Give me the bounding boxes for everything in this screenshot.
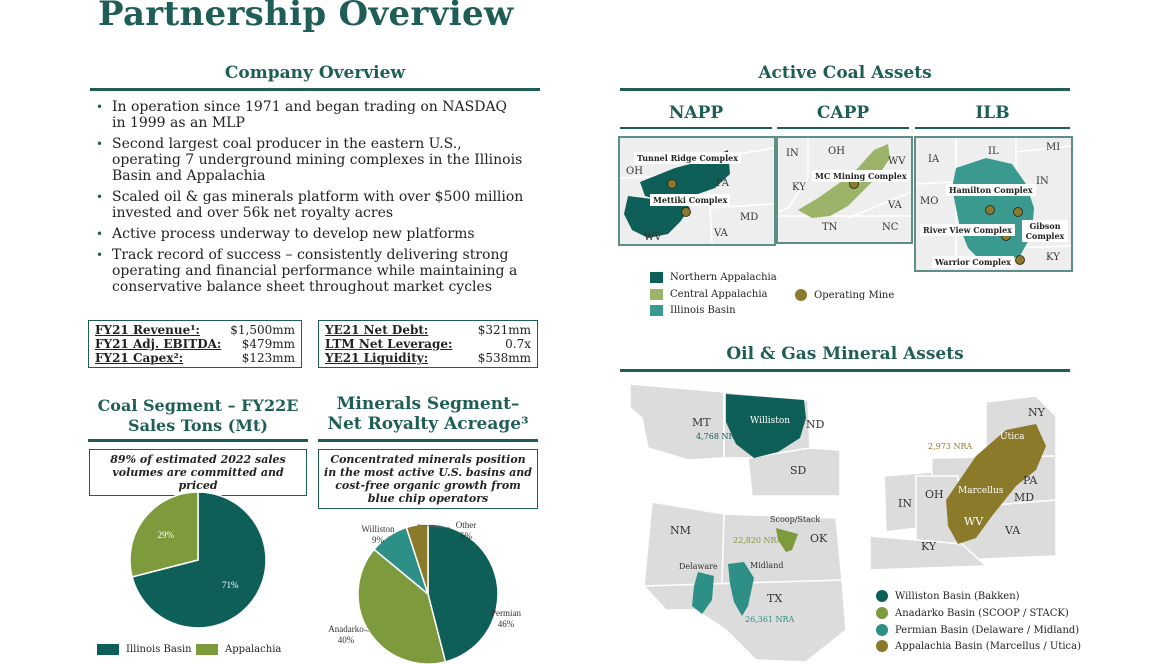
metrics-box-left xyxy=(88,320,302,368)
pie-label-williston: Williston 9% xyxy=(361,524,395,545)
state-label: VA xyxy=(714,228,728,239)
minerals-segment-heading xyxy=(318,394,538,434)
williston-nra: 4,768 NRA xyxy=(696,432,741,441)
napp-map xyxy=(618,136,776,246)
legend-label: Illinois Basin xyxy=(670,305,736,316)
legend-permian-basin xyxy=(876,624,1079,636)
coal-segment-heading-line1: Coal Segment – FY22E xyxy=(97,396,299,415)
legend-label: Operating Mine xyxy=(814,289,895,301)
metric-value: $1,500mm xyxy=(230,323,295,337)
legend-label: Appalachia xyxy=(225,644,282,655)
legend-dot xyxy=(876,590,888,602)
utica-label: Utica xyxy=(1000,432,1025,442)
mineral-assets-rule xyxy=(620,369,1070,372)
hamilton-mine-marker xyxy=(986,206,995,215)
legend-label: Illinois Basin xyxy=(126,644,192,655)
ilb-rule xyxy=(915,127,1070,129)
scoop-stack-label: Scoop/Stack xyxy=(770,515,821,524)
state-label: PA xyxy=(1023,474,1038,487)
gibson-mine-marker xyxy=(1014,208,1023,217)
metric-label: FY21 Adj. EBITDA: xyxy=(95,337,222,351)
mettiki-mine-marker xyxy=(682,208,691,217)
legend-williston-basin xyxy=(876,590,1020,602)
minerals-segment-heading-line1: Minerals Segment– xyxy=(336,394,520,414)
napp-complex-tag: Mettiki Complex xyxy=(650,194,730,206)
ilb-complex-tag: Warrior Complex xyxy=(932,256,1014,268)
company-overview-rule xyxy=(90,88,540,91)
state-label: KY xyxy=(921,540,937,553)
state-label: WV xyxy=(644,232,662,243)
metric-value: $479mm xyxy=(241,337,295,351)
pie-label-illinois-basin: 71% xyxy=(221,580,239,591)
state-label: IN xyxy=(1036,176,1049,187)
state-label: IN xyxy=(898,497,912,510)
bullet-item: • Track record of success – consistently delivering strong operating and financial performance while maintaining a conservative balance sheet throughout market cycles xyxy=(94,247,524,295)
permian-nra: 26,361 NRA xyxy=(745,615,795,624)
appalachia-nra: 2,973 NRA xyxy=(928,442,973,451)
state-label: OK xyxy=(810,532,828,545)
ilb-complex-tag: River View Complex xyxy=(920,224,1015,236)
mineral-assets-heading: Oil & Gas Mineral Assets xyxy=(726,344,964,364)
ilb-map-shapes xyxy=(916,138,1071,270)
state-label: TN xyxy=(822,222,838,233)
coal-segment-rule xyxy=(88,439,308,442)
pie-label-anadarko: Anadarko 40% xyxy=(328,624,364,645)
state-label: OH xyxy=(626,166,643,177)
ilb-heading: ILB xyxy=(975,103,1010,123)
marcellus-label: Marcellus xyxy=(958,486,1004,496)
metric-label: LTM Net Leverage: xyxy=(325,337,453,351)
legend-anadarko-basin xyxy=(876,607,1069,619)
legend-appalachia-basin xyxy=(876,640,1081,652)
williston-basin-label: Williston xyxy=(750,416,791,426)
coal-assets-heading: Active Coal Assets xyxy=(758,63,932,83)
minerals-segment-rule xyxy=(318,439,538,442)
coal-legend-illinois xyxy=(97,644,192,655)
bullet-item: • Second largest coal producer in the eastern U.S., operating 7 underground mining complexes in the Illinois Basin and Appalachia xyxy=(94,136,524,184)
pie-label-permian: Permian 46% xyxy=(491,608,521,629)
coal-pie-chart xyxy=(120,490,280,630)
legend-label: Central Appalachia xyxy=(670,289,768,300)
state-label: KY xyxy=(792,182,806,193)
state-label: OH xyxy=(828,146,845,157)
state-label: NC xyxy=(882,222,899,233)
capp-complex-tag: MC Mining Complex xyxy=(812,170,910,182)
tunnel-ridge-mine-marker xyxy=(668,180,677,189)
capp-rule xyxy=(777,127,909,129)
coal-legend-appalachia xyxy=(196,644,281,655)
metric-label: YE21 Net Debt: xyxy=(325,323,429,337)
ilb-complex-tag: Hamilton Complex xyxy=(946,184,1036,196)
legend-swatch xyxy=(650,272,663,283)
state-label: SD xyxy=(790,464,807,477)
state-label: OH xyxy=(925,488,944,501)
ilb-complex-tag: Gibson Complex xyxy=(1022,220,1068,242)
state-label: IN xyxy=(786,148,799,159)
delaware-label: Delaware xyxy=(679,562,718,571)
legend-label: Northern Appalachia xyxy=(670,272,777,283)
coal-segment-note: 89% of estimated 2022 sales volumes are committed and priced xyxy=(89,449,307,496)
state-label: MD xyxy=(1014,491,1035,504)
metric-value: $123mm xyxy=(241,351,295,365)
state-label: NY xyxy=(1028,406,1045,419)
company-overview-bullets xyxy=(94,99,524,300)
metric-value: 0.7x xyxy=(505,337,531,351)
napp-rule xyxy=(620,127,772,129)
ilb-map xyxy=(914,136,1073,272)
metrics-box-right xyxy=(318,320,538,368)
state-label: MI xyxy=(1046,142,1061,153)
permian-anadarko-map xyxy=(636,500,851,662)
legend-illinois-basin xyxy=(650,305,736,316)
napp-heading: NAPP xyxy=(668,103,724,123)
minerals-segment-heading-line2: Net Royalty Acreage³ xyxy=(327,414,529,434)
legend-label: Anadarko Basin (SCOOP / STACK) xyxy=(895,607,1069,619)
state-label: MD xyxy=(740,212,759,223)
state-label: WV xyxy=(964,515,984,528)
state-label: TX xyxy=(767,592,783,605)
legend-dot xyxy=(876,607,888,619)
legend-northern-appalachia xyxy=(650,272,777,283)
bullet-item: • Active process underway to develop new platforms xyxy=(94,226,524,242)
napp-complex-tag: Tunnel Ridge Complex xyxy=(634,152,741,164)
legend-swatch xyxy=(196,644,218,655)
warrior-mine-marker xyxy=(1016,256,1025,265)
capp-heading: CAPP xyxy=(816,103,870,123)
pie-label-appalachia: 29% xyxy=(157,529,175,540)
metric-value: $538mm xyxy=(477,351,531,365)
legend-label: Williston Basin (Bakken) xyxy=(895,590,1020,602)
state-label: VA xyxy=(888,200,902,211)
legend-dot xyxy=(876,640,888,652)
capp-map xyxy=(776,136,913,244)
state-label: IL xyxy=(988,146,999,157)
metric-value: $321mm xyxy=(477,323,531,337)
state-label: ND xyxy=(806,418,825,431)
metric-label: YE21 Liquidity: xyxy=(325,351,429,365)
midland-label: Midland xyxy=(750,561,784,570)
legend-swatch xyxy=(97,644,119,655)
legend-operating-mine xyxy=(795,289,894,301)
state-label: NM xyxy=(670,524,691,537)
legend-swatch xyxy=(650,305,663,316)
bullet-item: • Scaled oil & gas minerals platform with over $500 million invested and over 56k net royalty acres xyxy=(94,189,524,221)
legend-dot xyxy=(876,624,888,636)
legend-label: Appalachia Basin (Marcellus / Utica) xyxy=(895,640,1081,652)
bullet-item: • In operation since 1971 and began trading on NASDAQ in 1999 as an MLP xyxy=(94,99,524,131)
coal-segment-heading-line2: Sales Tons (Mt) xyxy=(128,416,268,435)
company-overview-heading: Company Overview xyxy=(224,63,406,83)
coal-segment-heading xyxy=(88,396,308,436)
metric-label: FY21 Revenue¹: xyxy=(95,323,200,337)
legend-label: Permian Basin (Delaware / Midland) xyxy=(895,624,1080,636)
page-title: Partnership Overview xyxy=(98,0,514,34)
pie-label-other: Other 5% xyxy=(455,520,477,541)
state-label: KY xyxy=(1046,252,1060,263)
state-label: WV xyxy=(888,156,906,167)
minerals-pie-chart xyxy=(320,518,530,664)
legend-dot xyxy=(795,289,807,301)
state-label: VA xyxy=(1005,524,1021,537)
state-label: MO xyxy=(920,196,939,207)
legend-swatch xyxy=(650,289,663,300)
minerals-segment-note: Concentrated minerals position in the most active U.S. basins and cost-free organic growth from blue chip operators xyxy=(318,449,538,509)
metric-label: FY21 Capex²: xyxy=(95,351,184,365)
coal-assets-rule xyxy=(620,88,1070,91)
state-label: IA xyxy=(928,154,940,165)
state-label: MT xyxy=(692,416,711,429)
scoop-nra: 22,820 NRA xyxy=(733,536,783,545)
legend-central-appalachia xyxy=(650,289,768,300)
state-label: PA xyxy=(716,178,730,189)
